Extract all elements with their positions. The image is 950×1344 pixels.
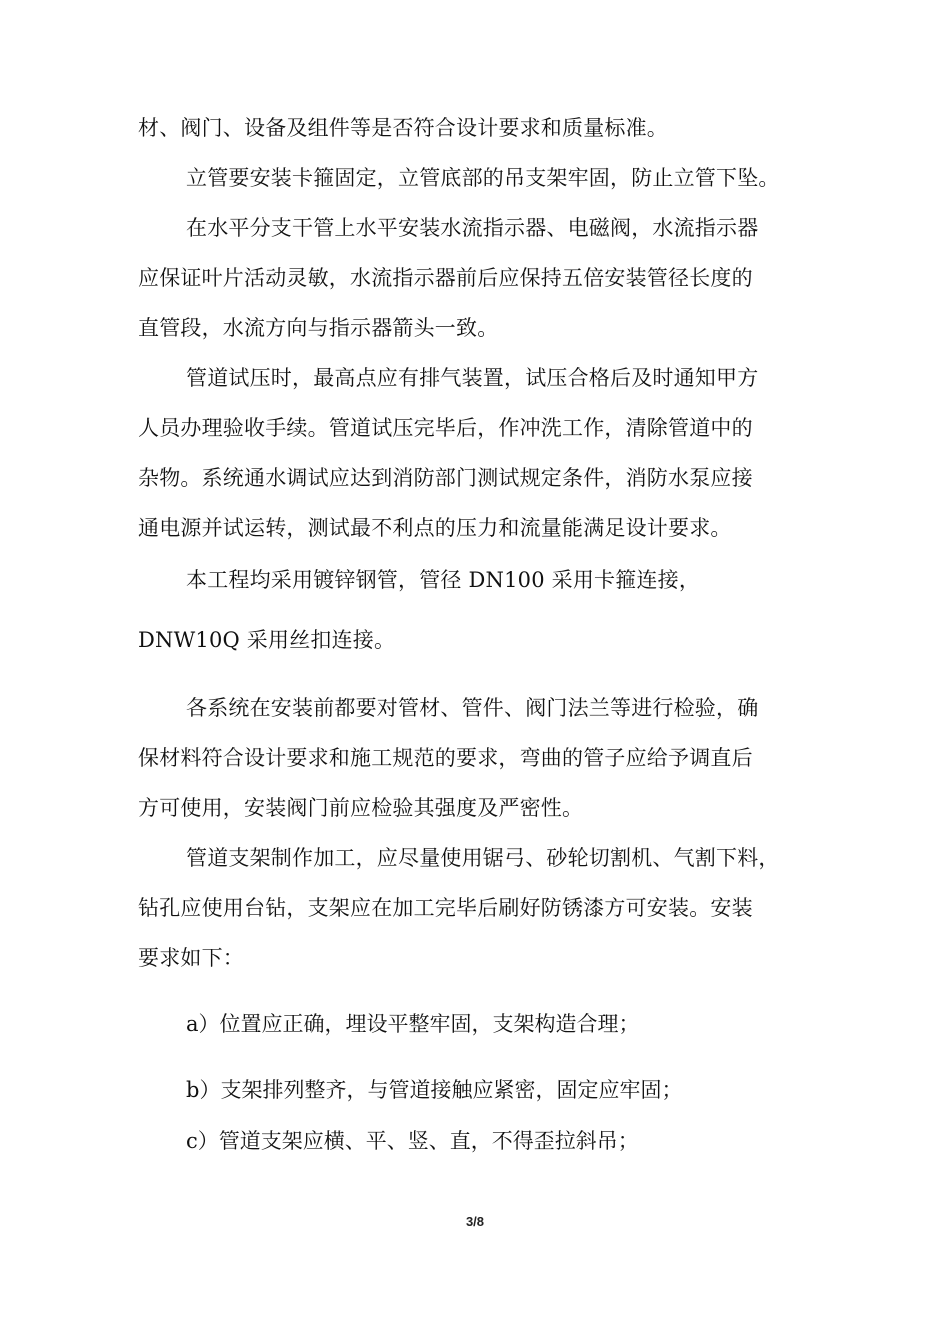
- paragraph-support-fabrication: [138, 833, 828, 983]
- list-item: c）管道支架应横、平、竖、直，不得歪拉斜吊；: [186, 1129, 639, 1153]
- paragraph-thread-connection: [138, 615, 828, 665]
- list-item: a）位置应正确，埋设平整牢固，支架构造合理；: [186, 1012, 640, 1036]
- paragraph-inspection: [138, 683, 828, 833]
- text-line: 要求如下：: [138, 946, 244, 970]
- list-item: b）支架排列整齐，与管道接触应紧密，固定应牢固；: [186, 1078, 683, 1102]
- text-line: DNW10Q 采用丝扣连接。: [138, 628, 396, 652]
- paragraph-materials-check: [138, 103, 828, 153]
- text-line: 管道支架制作加工，应尽量使用锯弓、砂轮切割机、气割下料，: [186, 846, 780, 870]
- paragraph-pipe-material: [138, 555, 828, 605]
- text-line: 应保证叶片活动灵敏，水流指示器前后应保持五倍安装管径长度的: [138, 266, 753, 290]
- text-line: 通电源并试运转，测试最不利点的压力和流量能满足设计要求。: [138, 516, 732, 540]
- text-line: 各系统在安装前都要对管材、管件、阀门法兰等进行检验，确: [186, 696, 759, 720]
- text-line: 杂物。系统通水调试应达到消防部门测试规定条件，消防水泵应接: [138, 466, 753, 490]
- paragraph-riser-clamp: [138, 153, 828, 203]
- text-line: 在水平分支干管上水平安装水流指示器、电磁阀，水流指示器: [186, 216, 759, 240]
- text-line: 保材料符合设计要求和施工规范的要求，弯曲的管子应给予调直后: [138, 746, 753, 770]
- page-number: 3/8: [465, 1214, 485, 1229]
- text-line: 材、阀门、设备及组件等是否符合设计要求和质量标准。: [138, 116, 668, 140]
- paragraph-pressure-test: [138, 353, 828, 553]
- text-line: 人员办理验收手续。管道试压完毕后，作冲洗工作，清除管道中的: [138, 416, 753, 440]
- text-line: 方可使用，安装阀门前应检验其强度及严密性。: [138, 796, 584, 820]
- text-line: 管道试压时，最高点应有排气装置，试压合格后及时通知甲方: [186, 366, 759, 390]
- text-line: 立管要安装卡箍固定，立管底部的吊支架牢固，防止立管下坠。: [186, 166, 780, 190]
- text-line: 直管段，水流方向与指示器箭头一致。: [138, 316, 499, 340]
- text-line: 钻孔应使用台钻，支架应在加工完毕后刷好防锈漆方可安装。安装: [138, 896, 753, 920]
- paragraph-flow-indicator: [138, 203, 828, 353]
- text-line: 本工程均采用镀锌钢管，管径 DN100 采用卡箍连接，: [186, 568, 701, 592]
